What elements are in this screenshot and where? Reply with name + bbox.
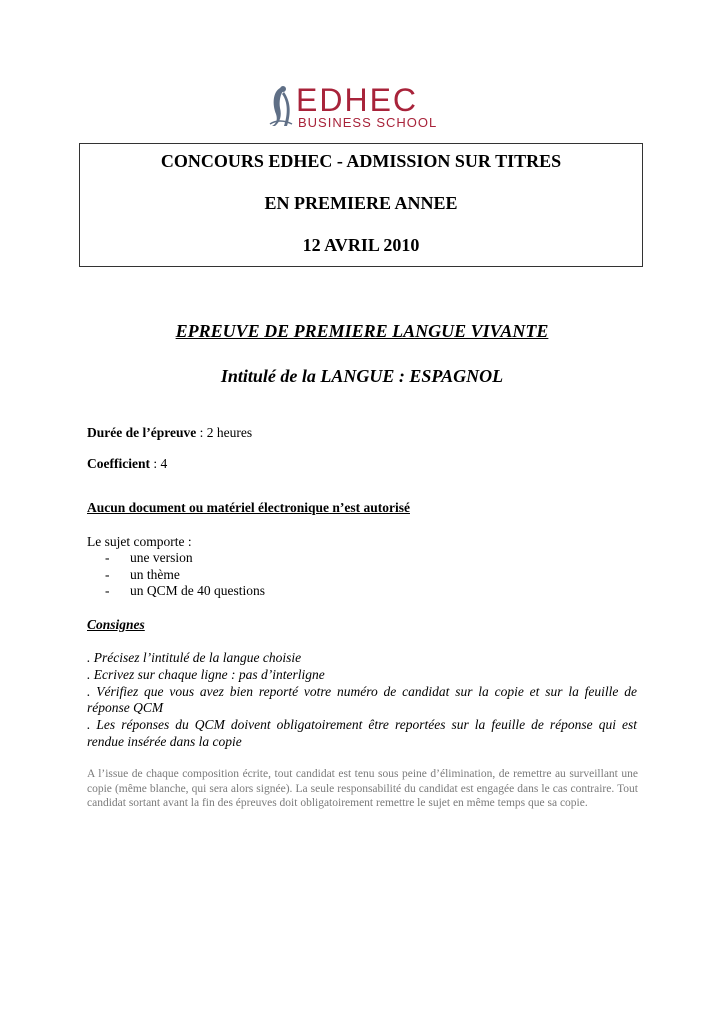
exam-title: EPREUVE DE PREMIERE LANGUE VIVANTE — [175, 321, 549, 341]
consigne-item: . Ecrivez sur chaque ligne : pas d’interligne — [87, 666, 325, 682]
sujet-intro: Le sujet comporte : — [87, 534, 192, 549]
list-item: - un thème — [105, 566, 180, 582]
exam-language: Intitulé de la LANGUE : ESPAGNOL — [220, 366, 504, 386]
svg-text:BUSINESS SCHOOL: BUSINESS SCHOOL — [298, 115, 438, 130]
header-line-1: CONCOURS EDHEC - ADMISSION SUR TITRES — [160, 151, 562, 171]
sujet-list — [105, 550, 265, 600]
consignes-list — [87, 650, 637, 751]
edhec-logo — [266, 84, 458, 130]
list-item: - une version — [105, 550, 193, 565]
duration-label: Durée de l’épreuve — [87, 425, 197, 440]
header-line-2: EN PREMIERE ANNEE — [264, 193, 458, 213]
coefficient-value: : 4 — [149, 456, 168, 471]
consigne-item: . Vérifiez que vous avez bien reporté votre numéro de candidat sur la copie et sur la feuille de réponse QCM — [87, 683, 637, 716]
consigne-item: . Les réponses du QCM doivent obligatoirement être reportées sur la feuille de réponse qui est rendue insérée dans la copie — [87, 717, 637, 749]
duration-field — [87, 425, 252, 441]
edhec-logo-graphic — [266, 84, 458, 130]
duration-value: : 2 heures — [196, 425, 253, 440]
list-item: - un QCM de 40 questions — [105, 583, 265, 598]
coefficient-field — [87, 456, 167, 472]
no-documents-notice: Aucun document ou matériel électronique n’est autorisé — [87, 500, 410, 515]
exam-header-box — [79, 143, 643, 267]
elimination-notice: A l’issue de chaque composition écrite, tout candidat est tenu sous peine d’élimination, de remettre au surveillant une copie (même blanche, qui sera alors signée). La seule responsabilité du candidat est engagée dans le cas contraire. Tout candidat sortant avant la fin des épreuves doit obligatoirement remettre le sujet en même temps que sa copie. — [87, 768, 638, 809]
coefficient-label: Coefficient — [87, 456, 150, 471]
consignes-heading: Consignes — [87, 617, 145, 632]
consigne-item: . Précisez l’intitulé de la langue choisie — [87, 650, 302, 665]
svg-text:EDHEC: EDHEC — [296, 84, 419, 118]
header-date: 12 AVRIL 2010 — [302, 235, 420, 255]
